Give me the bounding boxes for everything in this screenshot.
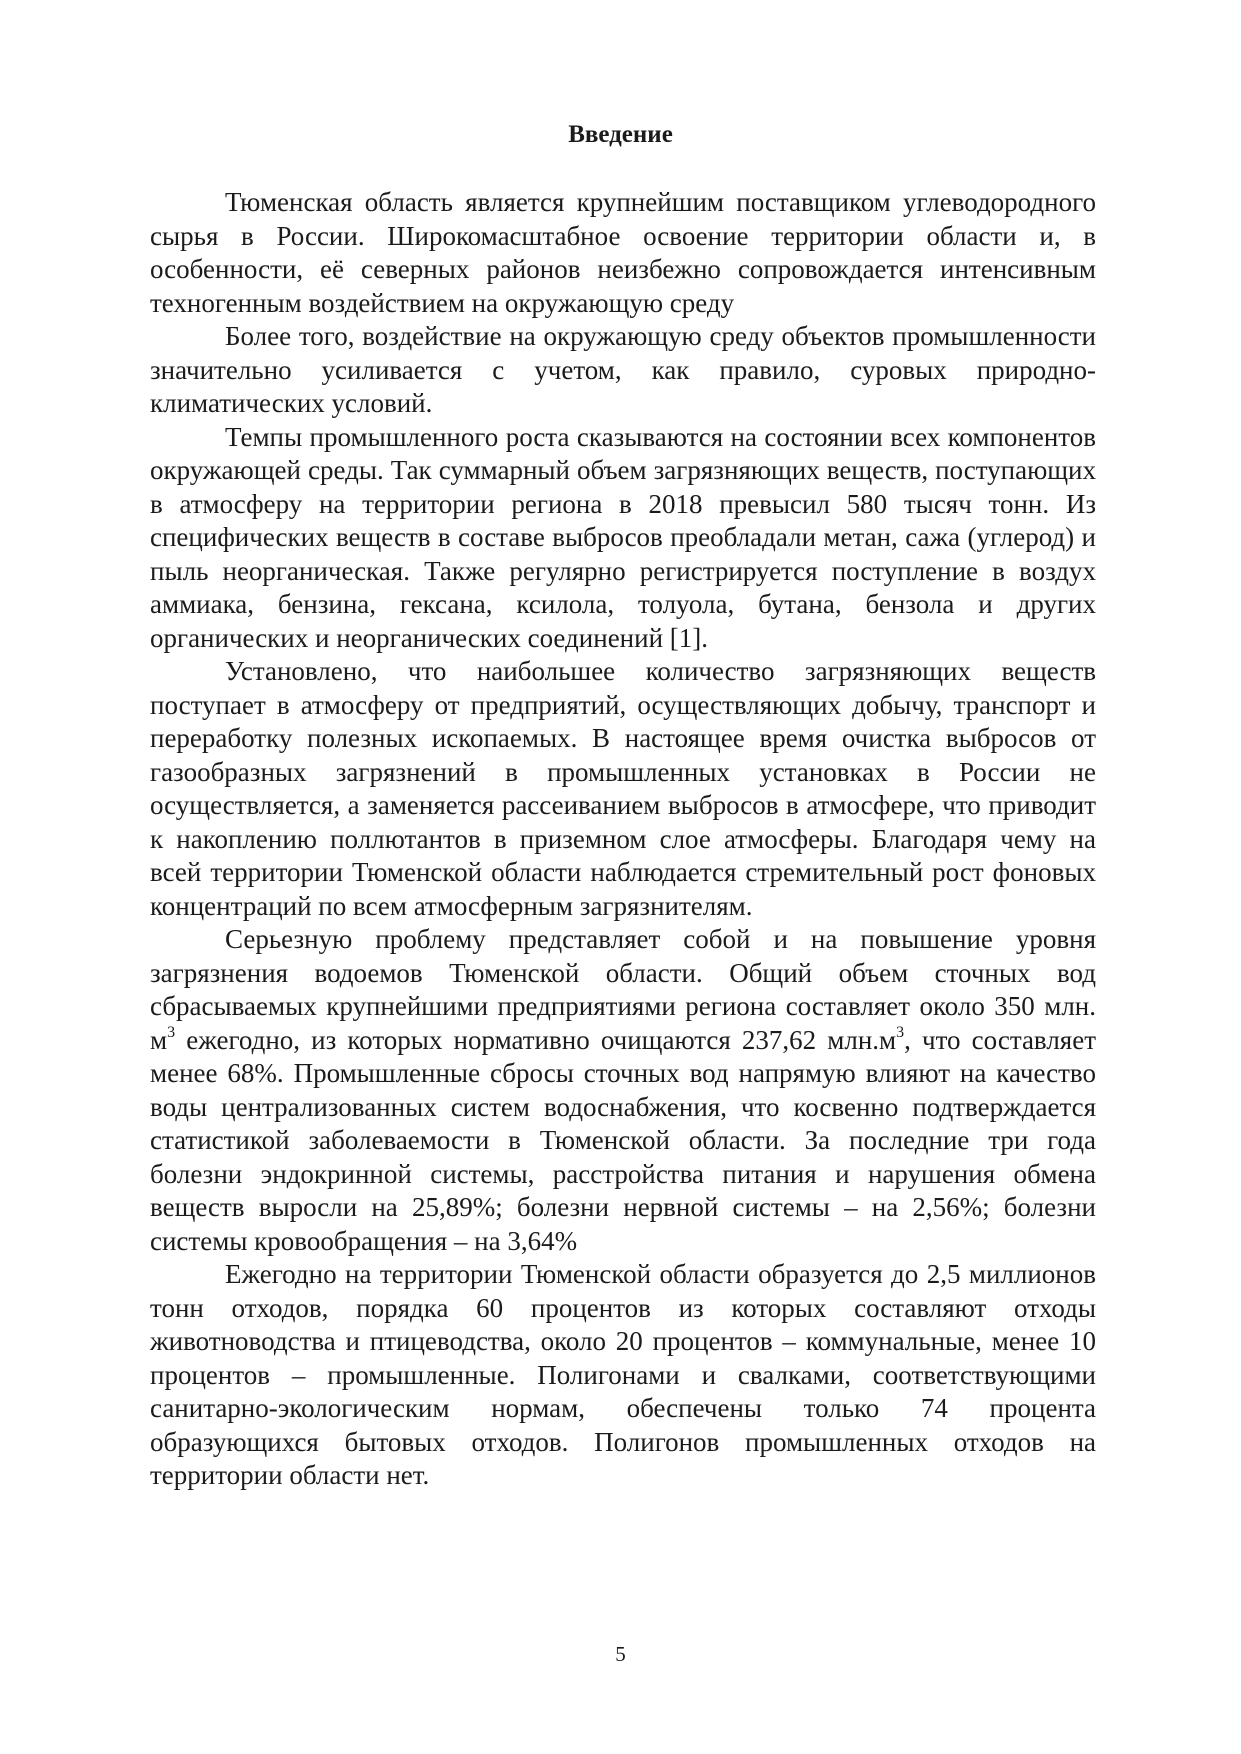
- paragraph-climate: Более того, воздействие на окружающую среду объектов промышленности значительно усиливается с учетом, как правило, суровых природно-климатических условий.: [150, 321, 1096, 418]
- superscript-cubic-1: 3: [167, 1023, 176, 1041]
- section-title: Введение: [568, 121, 673, 148]
- page-number: 5: [615, 1642, 626, 1666]
- document-body: [150, 186, 1096, 1493]
- paragraph-water-part1: Серьезную проблему представляет собой и на повышение уровня загрязнения водоемов Тюменской области. Общий объем сточных вод сбрасываемых крупнейшими предприятиями региона составляет около 350 млн. м: [150, 924, 1096, 1055]
- paragraph-waste: Ежегодно на территории Тюменской области образуется до 2,5 миллионов тонн отходов, порядка 60 процентов из которых составляют отходы животноводства и птицеводства, около 20 процентов – коммунальные, менее 10 процентов – промышленные. Полигонами и свалками, соответствующими санитарно-экологическим нормам, обеспечены только 74 процента образующихся бытовых отходов. Полигонов промышленных отходов на территории области нет.: [150, 1259, 1096, 1490]
- paragraph-intro: Тюменская область является крупнейшим поставщиком углеводородного сырья в России. Широкомасштабное освоение территории области и, в особенности, её северных районов неизбежно сопровождается интенсивным техногенным воздействием на окружающую среду: [150, 187, 1096, 318]
- paragraph-water-part3: , что составляет менее 68%. Промышленные сбросы сточных вод напрямую влияют на качество воды централизованных систем водоснабжения, что косвенно подтверждается статистикой заболеваемости в Тюменской области. За последние три года болезни эндокринной системы, расстройства питания и нарушения обмена веществ выросли на 25,89%; болезни нервной системы – на 2,56%; болезни системы кровообращения – на 3,64%: [150, 1024, 1096, 1256]
- superscript-cubic-2: 3: [896, 1023, 905, 1041]
- paragraph-emissions: Установлено, что наибольшее количество загрязняющих веществ поступает в атмосферу от предприятий, осуществляющих добычу, транспорт и переработку полезных ископаемых. В настоящее время очистка выбросов от газообразных загрязнений в промышленных установках в России не осуществляется, а заменяется рассеиванием выбросов в атмосфере, что приводит к накоплению поллютантов в приземном слое атмосферы. Благодаря чему на всей территории Тюменской области наблюдается стремительный рост фоновых концентраций по всем атмосферным загрязнителям.: [150, 656, 1096, 921]
- paragraph-atmosphere: Темпы промышленного роста сказываются на состоянии всех компонентов окружающей среды. Так суммарный объем загрязняющих веществ, поступающих в атмосферу на территории региона в 2018 превысил 580 тысяч тонн. Из специфических веществ в составе выбросов преобладали метан, сажа (углерод) и пыль неорганическая. Также регулярно регистрируется поступление в воздух аммиака, бензина, гексана, ксилола, толуола, бутана, бензола и других органических и неорганических соединений [1].: [150, 421, 1096, 653]
- paragraph-water: [150, 923, 1096, 1258]
- paragraph-water-part2: ежегодно, из которых нормативно очищаются 237,62 млн.м: [175, 1024, 897, 1055]
